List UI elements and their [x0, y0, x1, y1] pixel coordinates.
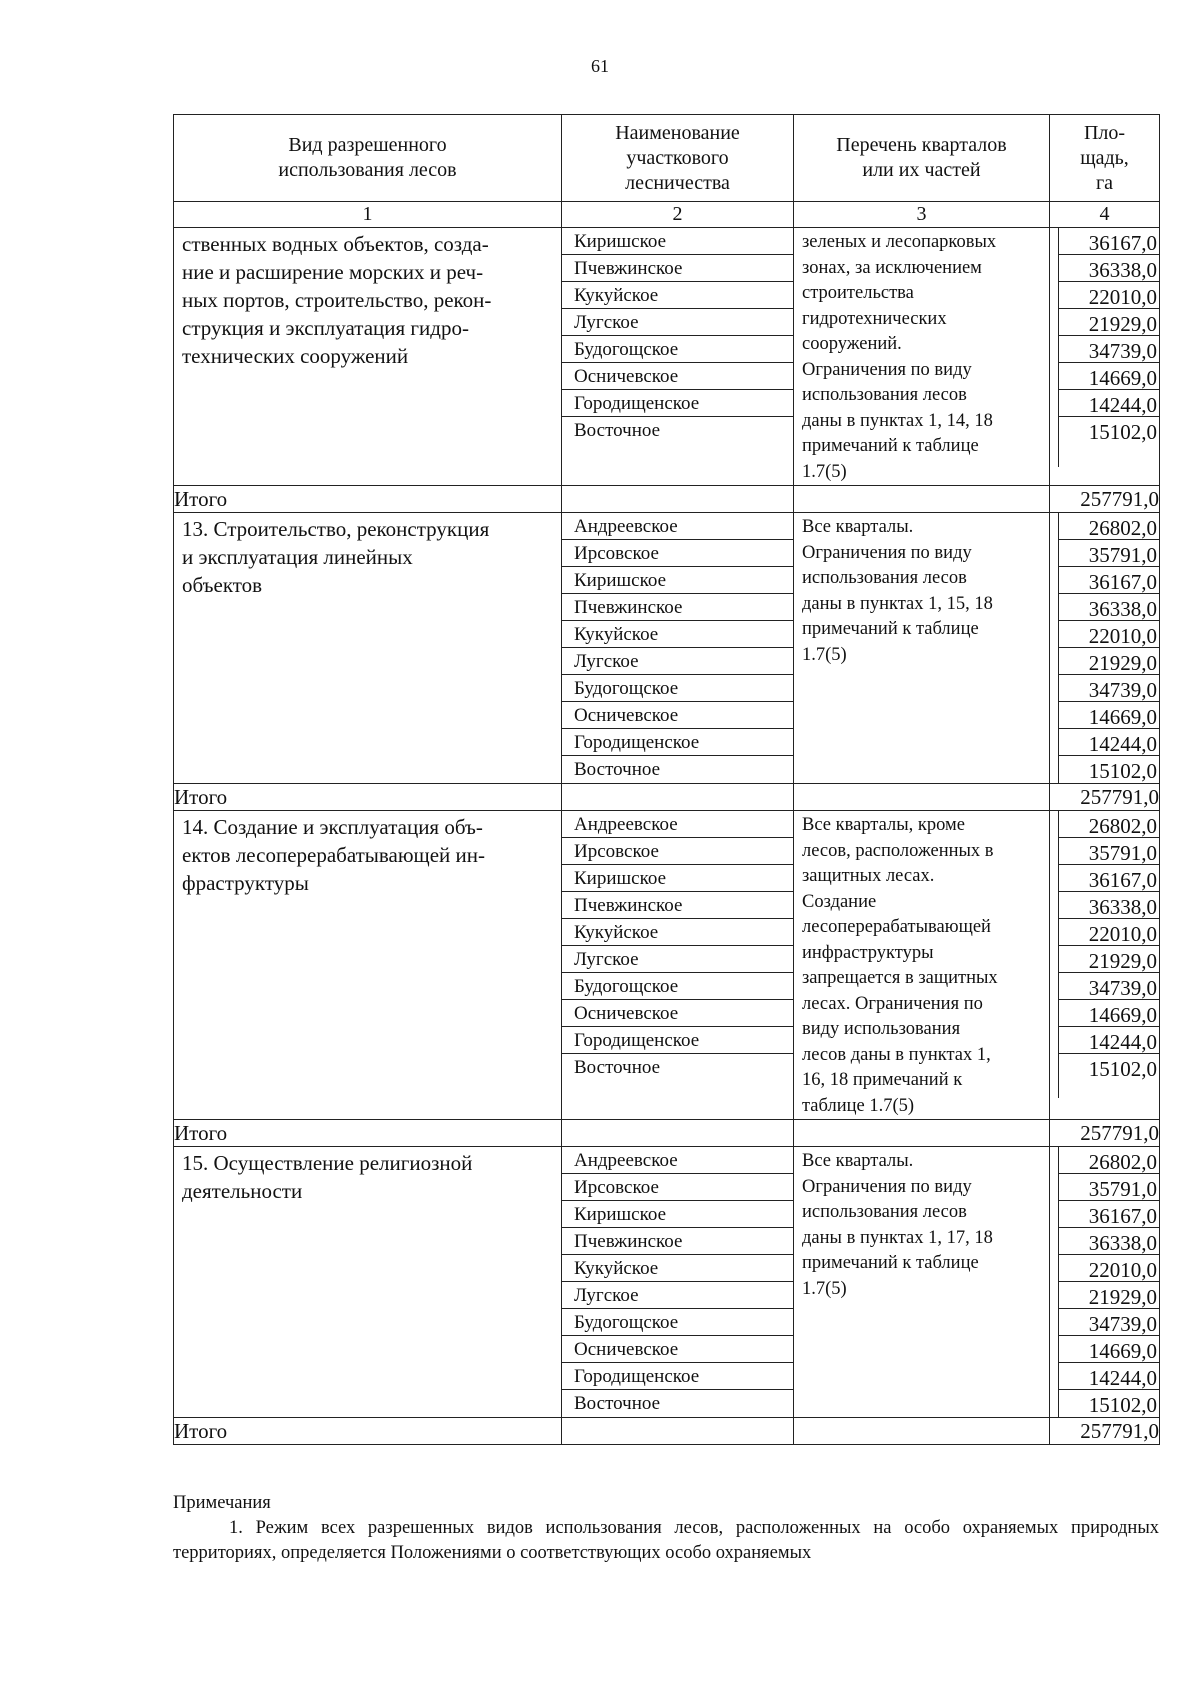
area-value: 15102,0: [1058, 417, 1159, 467]
notes-section: [173, 1491, 1159, 1566]
area-value: 21929,0: [1058, 309, 1159, 336]
area-value: 36167,0: [1058, 865, 1159, 892]
area-value: 21929,0: [1058, 946, 1159, 973]
area-value: 22010,0: [1058, 1255, 1159, 1282]
column-number-3: 3: [794, 202, 1050, 228]
use-type-text: 13. Строительство, реконструкция и эксплуатация линейных объектов: [182, 517, 490, 597]
quarters-limits-cell: [794, 513, 1050, 784]
area-value: 14669,0: [1058, 1000, 1159, 1027]
header-area: Пло- щадь, га: [1050, 115, 1160, 202]
use-type-cell: [174, 811, 562, 1120]
area-value: 21929,0: [1058, 648, 1159, 675]
empty-cell: [794, 486, 1050, 513]
total-area-value: 257791,0: [1050, 1120, 1160, 1147]
forestry-list-cell: [562, 513, 794, 784]
forestry-name: Лугское: [562, 309, 793, 336]
forestry-name: Пчевжинское: [562, 892, 793, 919]
empty-cell: [794, 784, 1050, 811]
notes-body: 1. Режим всех разрешенных видов использования лесов, расположенных на особо охраняемых природных территориях, определяется Положениями о соответствующих особо охраняемых: [173, 1518, 1159, 1563]
empty-cell: [562, 1418, 794, 1445]
total-label: Итого: [174, 486, 562, 513]
area-value: 36338,0: [1058, 255, 1159, 282]
total-label: Итого: [174, 784, 562, 811]
area-value: 34739,0: [1058, 675, 1159, 702]
total-area-value: 257791,0: [1050, 784, 1160, 811]
forestry-name: Будогощское: [562, 336, 793, 363]
empty-cell: [794, 1120, 1050, 1147]
forestry-name: Пчевжинское: [562, 1228, 793, 1255]
forestry-name: Киришское: [562, 865, 793, 892]
forestry-name: Андреевское: [562, 811, 793, 838]
forestry-name: Будогощское: [562, 675, 793, 702]
total-row: [174, 784, 1160, 811]
area-value: 36167,0: [1058, 228, 1159, 255]
use-type-cell: [174, 513, 562, 784]
forestry-name: Осничевское: [562, 702, 793, 729]
forestry-name: Восточное: [574, 759, 661, 780]
forestry-name: Ирсовское: [562, 838, 793, 865]
forestry-name: Кукуйское: [562, 1255, 793, 1282]
area-list-cell: [1050, 228, 1160, 486]
use-type-text: 15. Осуществление религиозной деятельности: [182, 1151, 473, 1203]
total-row: [174, 1418, 1160, 1445]
area-value: 36338,0: [1058, 892, 1159, 919]
area-list-cell: [1050, 811, 1160, 1120]
area-value: 35791,0: [1058, 540, 1159, 567]
forestry-name: Городищенское: [562, 1363, 793, 1390]
forestry-name: Городищенское: [562, 729, 793, 756]
forestry-name: Лугское: [562, 946, 793, 973]
area-value: 14244,0: [1058, 1363, 1159, 1390]
forestry-name: Восточное: [574, 1393, 661, 1414]
area-value: 22010,0: [1058, 621, 1159, 648]
forestry-name: Киришское: [562, 567, 793, 594]
area-value: 26802,0: [1058, 811, 1159, 838]
forestry-name: Киришское: [562, 228, 793, 255]
quarters-limits-text: зеленых и лесопарковых зонах, за исключением строительства гидротехнических сооружений. Ограничения по виду использования лесов даны в пунктах 1, 14, 18 примечаний к таблице 1.7(5): [802, 232, 997, 482]
area-value: 15102,0: [1058, 1390, 1159, 1417]
area-value: 21929,0: [1058, 1282, 1159, 1309]
area-value: 14669,0: [1058, 1336, 1159, 1363]
table-body: [174, 228, 1160, 1445]
notes-title: Примечания: [173, 1493, 271, 1513]
header-quarters-list: Перечень кварталов или их частей: [794, 115, 1050, 202]
forestry-name: Ирсовское: [562, 1174, 793, 1201]
forestry-name: Будогощское: [562, 973, 793, 1000]
area-value: 22010,0: [1058, 282, 1159, 309]
empty-cell: [794, 1418, 1050, 1445]
forestry-name: Киришское: [562, 1201, 793, 1228]
use-type-cell: [174, 228, 562, 486]
empty-cell: [562, 486, 794, 513]
forestry-list-cell: [562, 228, 794, 486]
column-number-4: 4: [1050, 202, 1160, 228]
forestry-name: Ирсовское: [562, 540, 793, 567]
area-value: 22010,0: [1058, 919, 1159, 946]
forestry-name: Андреевское: [562, 513, 793, 540]
area-value: 15102,0: [1058, 756, 1159, 783]
forestry-name: Осничевское: [562, 1000, 793, 1027]
forestry-name: Кукуйское: [562, 282, 793, 309]
table-header-row: [174, 115, 1160, 202]
table-row: [174, 228, 1160, 486]
area-list-cell: [1050, 513, 1160, 784]
area-value: 35791,0: [1058, 1174, 1159, 1201]
forestry-name: Кукуйское: [562, 621, 793, 648]
use-type-text: 14. Создание и эксплуатация объ- ектов лесоперерабатывающей ин- фраструктуры: [182, 815, 486, 895]
area-value: 14669,0: [1058, 363, 1159, 390]
total-row: [174, 486, 1160, 513]
area-value: 26802,0: [1058, 1147, 1159, 1174]
area-value: 35791,0: [1058, 838, 1159, 865]
area-list-cell: [1050, 1147, 1160, 1418]
forestry-name: Кукуйское: [562, 919, 793, 946]
empty-cell: [562, 1120, 794, 1147]
use-type-text: ственных водных объектов, созда- ние и расширение морских и реч- ных портов, строительство, рекон- струкция и эксплуатация гидро- технических сооружений: [182, 232, 492, 368]
column-number-row: [174, 202, 1160, 228]
use-type-cell: [174, 1147, 562, 1418]
area-value: 14244,0: [1058, 390, 1159, 417]
forestry-list-cell: [562, 811, 794, 1120]
quarters-limits-cell: [794, 811, 1050, 1120]
area-value: 34739,0: [1058, 973, 1159, 1000]
header-use-type: Вид разрешенного использования лесов: [174, 115, 562, 202]
total-area-value: 257791,0: [1050, 486, 1160, 513]
page-number: 61: [591, 56, 609, 76]
area-value: 14244,0: [1058, 729, 1159, 756]
area-value: 34739,0: [1058, 336, 1159, 363]
forestry-name: Восточное: [574, 1057, 661, 1078]
forestry-name: Городищенское: [562, 390, 793, 417]
table-row: [174, 513, 1160, 784]
forestry-name: Лугское: [562, 648, 793, 675]
area-value: 36338,0: [1058, 1228, 1159, 1255]
table-row: [174, 811, 1160, 1120]
quarters-limits-text: Все кварталы, кроме лесов, расположенных в защитных лесах. Создание лесоперерабатывающей инфраструктуры запрещается в защитных лесах. Ограничения по виду использования лесов даны в пунктах 1, 16, 18 примечаний к таблице 1.7(5): [802, 815, 998, 1116]
forestry-name: Пчевжинское: [562, 255, 793, 282]
forestry-name: Осничевское: [562, 363, 793, 390]
empty-cell: [562, 784, 794, 811]
header-forestry-name: Наименование участкового лесничества: [562, 115, 794, 202]
total-area-value: 257791,0: [1050, 1418, 1160, 1445]
forestry-name: Осничевское: [562, 1336, 793, 1363]
quarters-limits-cell: [794, 228, 1050, 486]
area-value: 14669,0: [1058, 702, 1159, 729]
total-label: Итого: [174, 1120, 562, 1147]
area-value: 26802,0: [1058, 513, 1159, 540]
table-row: [174, 1147, 1160, 1418]
column-number-2: 2: [562, 202, 794, 228]
area-value: 14244,0: [1058, 1027, 1159, 1054]
forestry-list-cell: [562, 1147, 794, 1418]
forestry-name: Городищенское: [562, 1027, 793, 1054]
forest-use-table: [173, 114, 1160, 1445]
area-value: 36167,0: [1058, 1201, 1159, 1228]
forestry-name: Восточное: [574, 420, 661, 441]
quarters-limits-text: Все кварталы. Ограничения по виду использования лесов даны в пунктах 1, 15, 18 примечаний к таблице 1.7(5): [802, 517, 993, 665]
area-value: 34739,0: [1058, 1309, 1159, 1336]
area-value: 36167,0: [1058, 567, 1159, 594]
forestry-name: Лугское: [562, 1282, 793, 1309]
forestry-name: Андреевское: [562, 1147, 793, 1174]
forestry-name: Будогощское: [562, 1309, 793, 1336]
forestry-name: Пчевжинское: [562, 594, 793, 621]
column-number-1: 1: [174, 202, 562, 228]
total-label: Итого: [174, 1418, 562, 1445]
quarters-limits-cell: [794, 1147, 1050, 1418]
quarters-limits-text: Все кварталы. Ограничения по виду использования лесов даны в пунктах 1, 17, 18 примечаний к таблице 1.7(5): [802, 1151, 993, 1299]
area-value: 15102,0: [1058, 1054, 1159, 1098]
area-value: 36338,0: [1058, 594, 1159, 621]
total-row: [174, 1120, 1160, 1147]
